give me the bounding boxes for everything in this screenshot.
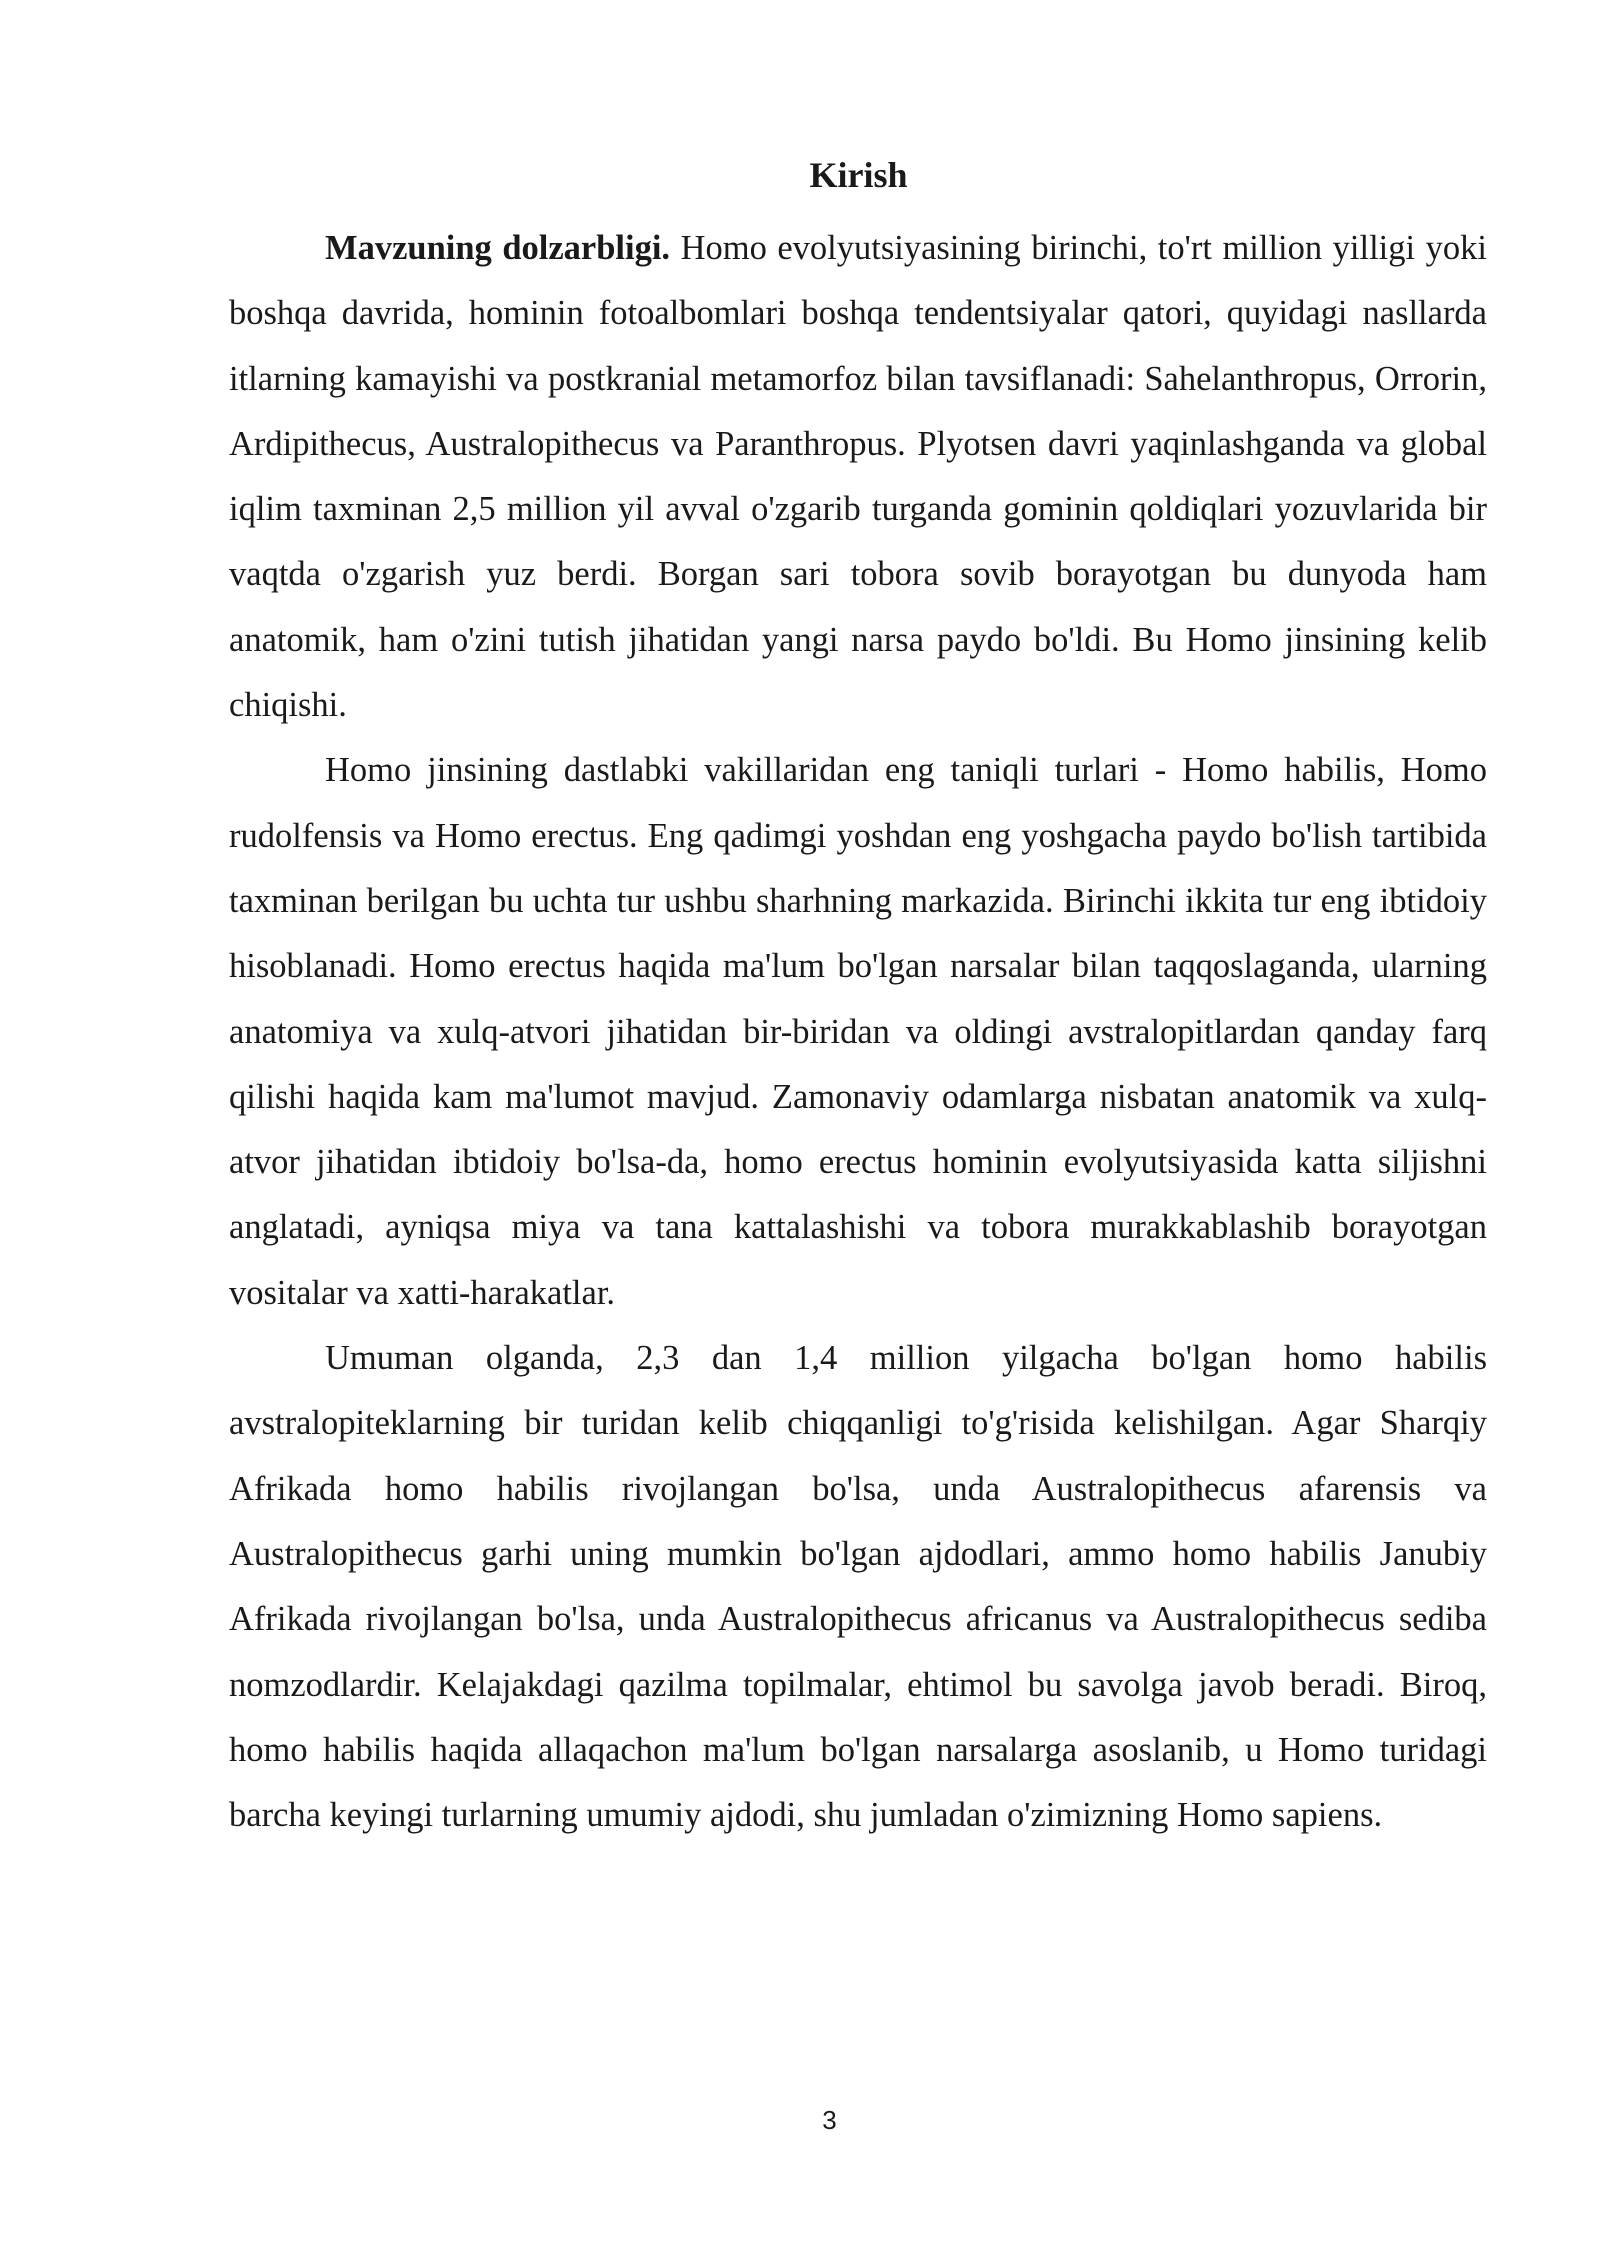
page-number: 3 [822, 2105, 837, 2135]
paragraph-lead: Mavzuning dolzarbligi. [325, 229, 671, 267]
paragraph-relevance [229, 216, 1487, 738]
paragraph-text: Umuman olganda, 2,3 dan 1,4 million yilgacha bo'lgan homo habilis avstralopiteklarning bir turidan kelib chiqqanligi to'g'risida kelishilgan. Agar Sharqiy Afrikada homo habilis rivojlangan bo'lsa, unda Australopithecus afarensis va Australopithecus garhi uning mumkin bo'lgan ajdodlari, ammo homo habilis Janubiy Afrikada rivojlangan bo'lsa, unda Australopithecus africanus va Australopithecus sediba nomzodlardir. Kelajakdagi qazilma topilmalar, ehtimol bu savolga javob beradi. Biroq, homo habilis haqida allaqachon ma'lum bo'lgan narsalarga asoslanib, u Homo turidagi barcha keyingi turlarning umumiy ajdodi, shu jumladan o'zimizning Homo sapiens. [229, 1339, 1487, 1835]
paragraph-homo-habilis [229, 1326, 1487, 1848]
paragraph-text: Homo evolyutsiyasining birinchi, to'rt million yilligi yoki boshqa davrida, hominin fotoalbomlari boshqa tendentsiyalar qatori, quyidagi nasllarda itlarning kamayishi va postkranial metamorfoz bilan tavsiflanadi: Sahelanthropus, Orrorin, Ardipithecus, Australopithecus va Paranthropus. Plyotsen davri yaqinlashganda va global iqlim taxminan 2,5 million yil avval o'zgarib turganda gominin qoldiqlari yozuvlarida bir vaqtda o'zgarish yuz berdi. Borgan sari tobora sovib borayotgan bu dunyoda ham anatomik, ham o'zini tutish jihatidan yangi narsa paydo bo'ldi. Bu Homo jinsining kelib chiqishi. [229, 229, 1487, 725]
paragraph-homo-species [229, 738, 1487, 1326]
document-title: Kirish [809, 155, 908, 195]
document-page [229, 150, 1487, 1848]
paragraph-text: Homo jinsining dastlabki vakillaridan eng taniqli turlari - Homo habilis, Homo rudolfensis va Homo erectus. Eng qadimgi yoshdan eng yoshgacha paydo bo'lish tartibida taxminan berilgan bu uchta tur ushbu sharhning markazida. Birinchi ikkita tur eng ibtidoiy hisoblanadi. Homo erectus haqida ma'lum bo'lgan narsalar bilan taqqoslaganda, ularning anatomiya va xulq-atvori jihatidan bir-biridan va oldingi avstralopitlardan qanday farq qilishi haqida kam ma'lumot mavjud. Zamonaviy odamlarga nisbatan anatomik va xulq-atvor jihatidan ibtidoiy bo'lsa-da, homo erectus hominin evolyutsiyasida katta siljishni anglatadi, ayniqsa miya va tana kattalashishi va tobora murakkablashib borayotgan vositalar va xatti-harakatlar. [229, 751, 1487, 1312]
